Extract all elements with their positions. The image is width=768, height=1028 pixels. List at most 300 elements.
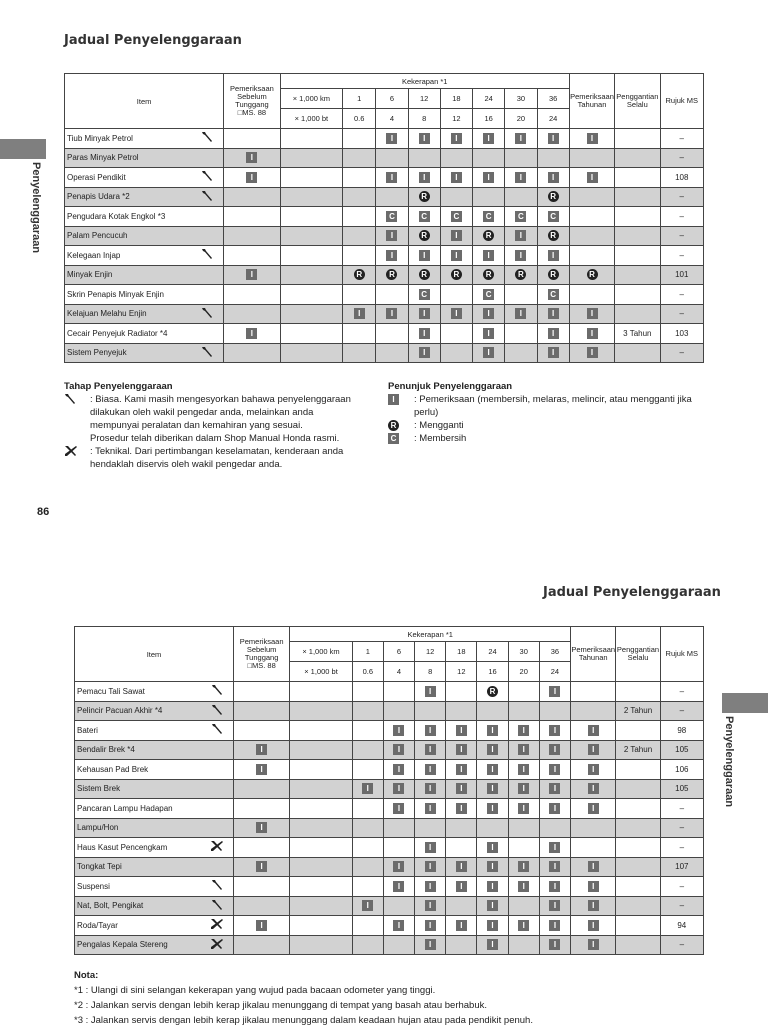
frequency-cell xyxy=(408,324,440,344)
frequency-cell xyxy=(539,935,570,955)
frequency-cell xyxy=(383,701,414,721)
frequency-cell xyxy=(408,265,440,285)
table-row xyxy=(75,896,704,916)
pre-ride-cell xyxy=(233,799,289,819)
ref-cell: 101 xyxy=(660,265,703,285)
level-cell xyxy=(201,896,233,916)
maintenance-table-2 xyxy=(74,626,704,955)
clean-symbol: C xyxy=(419,289,430,300)
inspect-symbol: I xyxy=(549,686,560,697)
inspect-symbol: I xyxy=(354,308,365,319)
frequency-cell xyxy=(415,682,446,702)
replace-cell xyxy=(616,799,660,819)
inspect-symbol: I xyxy=(588,920,599,931)
frequency-cell xyxy=(537,304,569,324)
item-name: Paras Minyak Petrol xyxy=(65,148,192,168)
inspect-symbol: I xyxy=(419,172,430,183)
blank-cell xyxy=(280,168,342,188)
table-row xyxy=(75,740,704,760)
frequency-cell xyxy=(539,896,570,916)
replace-symbol: R xyxy=(388,420,399,431)
legend-inspect xyxy=(388,393,708,419)
item-name: Palam Pencucuh xyxy=(65,226,192,246)
blank-cell xyxy=(280,187,342,207)
inspect-symbol: I xyxy=(588,725,599,736)
inspect-symbol: I xyxy=(456,783,467,794)
mi-value: 12 xyxy=(440,109,472,129)
frequency-cell xyxy=(408,246,440,266)
item-name: Kelajuan Melahu Enjin xyxy=(65,304,192,324)
item-name: Kehausan Pad Brek xyxy=(75,760,202,780)
legend-technical xyxy=(64,445,364,471)
frequency-cell xyxy=(477,682,508,702)
inspect-symbol: I xyxy=(419,347,430,358)
inspect-symbol: I xyxy=(425,881,436,892)
wrench-icon xyxy=(201,346,214,360)
blank-cell xyxy=(290,799,352,819)
frequency-cell xyxy=(508,740,539,760)
km-value: 12 xyxy=(415,642,446,662)
frequency-cell xyxy=(537,285,569,305)
frequency-cell xyxy=(473,187,505,207)
inspect-symbol: I xyxy=(393,764,404,775)
annual-cell xyxy=(571,779,616,799)
mi-value: 20 xyxy=(505,109,537,129)
frequency-cell xyxy=(376,207,408,227)
frequency-cell xyxy=(505,148,537,168)
item-name: Lampu/Hon xyxy=(75,818,202,838)
table-row xyxy=(65,168,704,188)
replace-cell xyxy=(615,343,660,363)
frequency-cell xyxy=(505,304,537,324)
frequency-cell xyxy=(446,721,477,741)
wrench-icon xyxy=(201,190,214,204)
level-cell xyxy=(191,129,223,149)
replace-symbol: R xyxy=(451,269,462,280)
legend-levels-title: Tahap Penyelenggaraan xyxy=(64,381,173,392)
replace-cell xyxy=(616,896,660,916)
ref-cell: – xyxy=(660,304,703,324)
blank-cell xyxy=(290,916,352,936)
inspect-symbol: I xyxy=(549,900,560,911)
inspect-symbol: I xyxy=(425,764,436,775)
frequency-cell xyxy=(473,324,505,344)
replace-symbol: R xyxy=(483,230,494,241)
frequency-cell xyxy=(343,207,376,227)
inspect-symbol: I xyxy=(549,939,560,950)
frequency-cell xyxy=(440,226,472,246)
frequency-cell xyxy=(408,304,440,324)
replace-cell: 2 Tahun xyxy=(616,701,660,721)
pre-ride-cell xyxy=(224,343,280,363)
blank-cell xyxy=(290,838,352,858)
inspect-symbol: I xyxy=(456,744,467,755)
pre-ride-ref: MS. 88 xyxy=(252,661,276,670)
inspect-symbol: I xyxy=(588,803,599,814)
table-row xyxy=(65,129,704,149)
page1-title: Jadual Penyelenggaraan xyxy=(64,33,242,48)
level-cell xyxy=(201,682,233,702)
km-value: 30 xyxy=(505,89,537,109)
frequency-cell xyxy=(505,187,537,207)
legend-levels xyxy=(64,380,364,471)
legend-clean xyxy=(388,432,708,445)
inspect-symbol: I xyxy=(588,881,599,892)
annual-cell xyxy=(569,226,614,246)
km-value: 6 xyxy=(376,89,408,109)
replace-symbol: R xyxy=(386,269,397,280)
frequency-cell xyxy=(477,721,508,741)
frequency-cell xyxy=(446,760,477,780)
frequency-cell xyxy=(352,760,383,780)
inspect-symbol: I xyxy=(425,861,436,872)
frequency-cell xyxy=(477,818,508,838)
inspect-symbol: I xyxy=(451,172,462,183)
legend-clean-line: : Membersih xyxy=(414,433,467,444)
frequency-cell xyxy=(537,207,569,227)
frequency-cell xyxy=(440,285,472,305)
frequency-cell xyxy=(508,682,539,702)
ref-cell: 105 xyxy=(660,779,703,799)
inspect-symbol: I xyxy=(487,881,498,892)
pre-ride-cell xyxy=(224,207,280,227)
frequency-cell xyxy=(508,935,539,955)
blank-cell xyxy=(280,226,342,246)
frequency-cell xyxy=(539,701,570,721)
pre-ride-cell xyxy=(224,187,280,207)
item-name: Sistem Brek xyxy=(75,779,202,799)
frequency-cell xyxy=(539,877,570,897)
inspect-symbol: I xyxy=(548,308,559,319)
frequency-cell xyxy=(473,207,505,227)
inspect-symbol: I xyxy=(487,842,498,853)
inspect-symbol: I xyxy=(456,881,467,892)
inspect-symbol: I xyxy=(246,172,257,183)
frequency-cell xyxy=(446,896,477,916)
replace-cell xyxy=(616,857,660,877)
frequency-cell xyxy=(505,285,537,305)
ref-cell: – xyxy=(660,285,703,305)
frequency-cell xyxy=(352,799,383,819)
replace-cell xyxy=(615,129,660,149)
annual-cell xyxy=(571,701,616,721)
frequency-cell xyxy=(446,916,477,936)
frequency-cell xyxy=(473,226,505,246)
inspect-symbol: I xyxy=(548,347,559,358)
ref-cell: 103 xyxy=(660,324,703,344)
table-row xyxy=(75,838,704,858)
blank-cell xyxy=(290,857,352,877)
km-value: 1 xyxy=(343,89,376,109)
level-cell xyxy=(201,857,233,877)
replace-cell xyxy=(615,246,660,266)
frequency-cell xyxy=(508,779,539,799)
frequency-cell xyxy=(376,148,408,168)
frequency-cell xyxy=(508,818,539,838)
inspect-symbol: I xyxy=(393,783,404,794)
item-name: Bateri xyxy=(75,721,202,741)
wrench-icon xyxy=(211,879,224,893)
annual-cell xyxy=(571,721,616,741)
blank-cell xyxy=(290,740,352,760)
level-cell xyxy=(191,246,223,266)
replace-symbol: R xyxy=(419,191,430,202)
frequency-cell xyxy=(539,682,570,702)
legend-inspect-line: : Pemeriksaan (membersih, melaras, melincir, atau mengganti jika xyxy=(414,394,692,405)
clean-symbol: C xyxy=(451,211,462,222)
item-name: Minyak Enjin xyxy=(65,265,192,285)
frequency-cell xyxy=(352,935,383,955)
inspect-symbol: I xyxy=(515,230,526,241)
frequency-cell xyxy=(440,187,472,207)
ref-cell: – xyxy=(660,343,703,363)
frequency-cell xyxy=(508,916,539,936)
frequency-cell xyxy=(440,168,472,188)
clean-symbol: C xyxy=(388,433,399,444)
inspect-symbol: I xyxy=(425,842,436,853)
frequency-cell xyxy=(477,877,508,897)
item-name: Roda/Tayar xyxy=(75,916,202,936)
frequency-cell xyxy=(408,207,440,227)
inspect-symbol: I xyxy=(393,920,404,931)
level-cell xyxy=(201,935,233,955)
level-cell xyxy=(191,285,223,305)
inspect-symbol: I xyxy=(487,725,498,736)
maintenance-table-1 xyxy=(64,73,704,363)
ref-cell: 98 xyxy=(660,721,703,741)
inspect-symbol: I xyxy=(587,328,598,339)
mi-label: × 1,000 bt xyxy=(280,109,342,129)
replace-cell xyxy=(616,682,660,702)
inspect-symbol: I xyxy=(451,308,462,319)
item-header: Item xyxy=(75,627,234,682)
annual-cell xyxy=(571,935,616,955)
inspect-symbol: I xyxy=(515,250,526,261)
item-name: Pelincir Pacuan Akhir *4 xyxy=(75,701,202,721)
frequency-cell xyxy=(477,760,508,780)
pre-ride-cell xyxy=(224,246,280,266)
annual-cell xyxy=(569,246,614,266)
frequency-cell xyxy=(343,129,376,149)
frequency-cell xyxy=(383,779,414,799)
blank-cell xyxy=(280,324,342,344)
inspect-symbol: I xyxy=(487,861,498,872)
clean-symbol: C xyxy=(419,211,430,222)
km-value: 6 xyxy=(383,642,414,662)
table-row xyxy=(75,857,704,877)
table-row xyxy=(75,760,704,780)
pre-ride-cell xyxy=(233,877,289,897)
table-row xyxy=(65,187,704,207)
inspect-symbol: I xyxy=(588,861,599,872)
inspect-symbol: I xyxy=(548,328,559,339)
annual-header: Pemeriksaan Tahunan xyxy=(569,74,614,129)
replace-cell xyxy=(616,721,660,741)
inspect-symbol: I xyxy=(483,308,494,319)
level-cell xyxy=(191,304,223,324)
inspect-symbol: I xyxy=(518,803,529,814)
item-name: Pengudara Kotak Engkol *3 xyxy=(65,207,192,227)
table-row xyxy=(75,935,704,955)
km-value: 1 xyxy=(352,642,383,662)
inspect-symbol: I xyxy=(588,900,599,911)
notes-title: Nota: xyxy=(74,970,99,981)
inspect-symbol: I xyxy=(587,133,598,144)
inspect-symbol: I xyxy=(518,783,529,794)
mi-value: 4 xyxy=(376,109,408,129)
inspect-symbol: I xyxy=(483,250,494,261)
frequency-cell xyxy=(376,129,408,149)
table-row xyxy=(75,779,704,799)
frequency-cell xyxy=(383,935,414,955)
inspect-symbol: I xyxy=(386,172,397,183)
item-name: Sistem Penyejuk xyxy=(65,343,192,363)
item-name: Tongkat Tepi xyxy=(75,857,202,877)
frequency-cell xyxy=(505,207,537,227)
frequency-cell xyxy=(343,187,376,207)
pre-ride-cell xyxy=(233,857,289,877)
legend-technical-line: hendaklah diservis oleh wakil pengedar anda. xyxy=(90,459,283,470)
frequency-cell xyxy=(415,740,446,760)
inspect-symbol: I xyxy=(419,308,430,319)
blank-cell xyxy=(280,207,342,227)
inspect-symbol: I xyxy=(518,725,529,736)
wrench-icon xyxy=(211,723,224,737)
level-cell xyxy=(201,701,233,721)
clean-symbol: C xyxy=(386,211,397,222)
mi-value: 16 xyxy=(477,662,508,682)
frequency-cell xyxy=(537,187,569,207)
frequency-cell xyxy=(343,246,376,266)
blank-cell xyxy=(280,148,342,168)
inspect-symbol: I xyxy=(451,250,462,261)
frequency-cell xyxy=(446,740,477,760)
annual-cell xyxy=(571,760,616,780)
frequency-cell xyxy=(505,343,537,363)
annual-cell xyxy=(569,265,614,285)
mi-value: 24 xyxy=(539,662,570,682)
mi-value: 16 xyxy=(473,109,505,129)
inspect-symbol: I xyxy=(549,803,560,814)
annual-cell xyxy=(571,877,616,897)
inspect-symbol: I xyxy=(549,744,560,755)
annual-cell xyxy=(569,343,614,363)
level-cell xyxy=(201,799,233,819)
frequency-cell xyxy=(446,701,477,721)
mi-value: 20 xyxy=(508,662,539,682)
inspect-symbol: I xyxy=(393,861,404,872)
inspect-symbol: I xyxy=(588,744,599,755)
ref-cell: 107 xyxy=(660,857,703,877)
frequency-cell xyxy=(508,877,539,897)
table-row xyxy=(75,721,704,741)
inspect-symbol: I xyxy=(549,783,560,794)
inspect-symbol: I xyxy=(425,725,436,736)
clean-symbol: C xyxy=(548,211,559,222)
item-name: Cecair Penyejuk Radiator *4 xyxy=(65,324,192,344)
frequency-cell xyxy=(343,304,376,324)
note-line: *1 : Ulangi di sini selangan kekerapan yang wujud pada bacaan odometer yang tinggi. xyxy=(74,985,436,996)
wrench-icon xyxy=(201,131,214,145)
inspect-symbol: I xyxy=(549,861,560,872)
inspect-symbol: I xyxy=(456,725,467,736)
frequency-cell xyxy=(508,838,539,858)
blank-cell xyxy=(290,877,352,897)
legend-indicators xyxy=(388,380,708,445)
note-line: *2 : Jalankan servis dengan lebih kerap jikalau menunggang di tempat yang basah atau berhabuk. xyxy=(74,1000,488,1011)
wrench-icon xyxy=(211,684,224,698)
inspect-symbol: I xyxy=(487,939,498,950)
mi-value: 8 xyxy=(408,109,440,129)
inspect-symbol: I xyxy=(388,394,399,405)
mi-value: 24 xyxy=(537,109,569,129)
replace-cell xyxy=(616,838,660,858)
inspect-symbol: I xyxy=(425,783,436,794)
frequency-cell xyxy=(352,916,383,936)
annual-cell xyxy=(571,896,616,916)
frequency-cell xyxy=(376,226,408,246)
frequency-cell xyxy=(383,916,414,936)
inspect-symbol: I xyxy=(483,347,494,358)
frequency-cell xyxy=(508,721,539,741)
frequency-cell xyxy=(383,877,414,897)
clean-symbol: C xyxy=(548,289,559,300)
frequency-cell xyxy=(440,343,472,363)
annual-cell xyxy=(571,916,616,936)
frequency-cell xyxy=(408,129,440,149)
inspect-symbol: I xyxy=(518,881,529,892)
inspect-symbol: I xyxy=(425,900,436,911)
legend-normal-line: : Biasa. Kami masih mengesyorkan bahawa penyelenggaraan xyxy=(90,394,351,405)
inspect-symbol: I xyxy=(425,744,436,755)
item-name: Tiub Minyak Petrol xyxy=(65,129,192,149)
table-row xyxy=(65,226,704,246)
inspect-symbol: I xyxy=(393,725,404,736)
inspect-symbol: I xyxy=(515,133,526,144)
annual-cell xyxy=(569,324,614,344)
frequency-cell xyxy=(383,838,414,858)
blank-cell xyxy=(280,285,342,305)
item-name: Operasi Pendikit xyxy=(65,168,192,188)
pre-ride-cell xyxy=(224,265,280,285)
frequency-cell xyxy=(539,857,570,877)
ref-cell: – xyxy=(660,226,703,246)
pre-ride-cell xyxy=(224,226,280,246)
frequency-cell xyxy=(415,877,446,897)
frequency-cell xyxy=(383,896,414,916)
annual-cell xyxy=(571,818,616,838)
inspect-symbol: I xyxy=(386,230,397,241)
level-cell xyxy=(191,168,223,188)
table-row xyxy=(75,799,704,819)
frequency-cell xyxy=(343,285,376,305)
replace-cell xyxy=(615,265,660,285)
inspect-symbol: I xyxy=(588,939,599,950)
wrench-icon xyxy=(211,704,224,718)
replace-symbol: R xyxy=(419,230,430,241)
ref-header: Rujuk MS xyxy=(660,627,703,682)
level-cell xyxy=(201,838,233,858)
level-cell xyxy=(191,324,223,344)
blank-cell xyxy=(280,304,342,324)
ref-cell: – xyxy=(660,701,703,721)
replace-cell xyxy=(615,226,660,246)
table-row xyxy=(75,877,704,897)
item-name: Pengalas Kepala Stereng xyxy=(75,935,202,955)
inspect-symbol: I xyxy=(587,172,598,183)
frequency-cell xyxy=(477,857,508,877)
frequency-cell xyxy=(537,324,569,344)
